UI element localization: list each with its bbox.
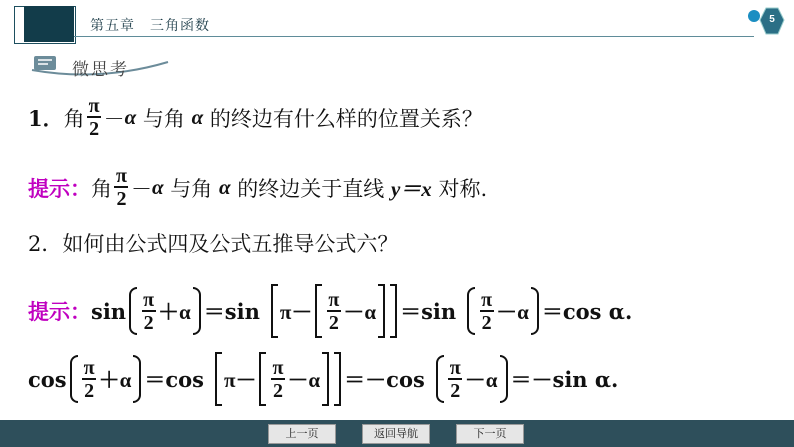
- fraction-pi-over-2: $\frac{\pi}{2}$: [88, 95, 100, 140]
- question-1: 1． 角 $\frac{\pi}{2}$ － α 与角 α 的终边有什么样的位置关系？: [28, 95, 483, 140]
- bracket-group: π－ $\frac{\pi}{2}$ －α: [271, 284, 397, 338]
- page-number: 5: [769, 14, 775, 25]
- next-page-button[interactable]: 下一页: [456, 424, 524, 444]
- hint-label: 提示：: [28, 176, 91, 201]
- header-block: [24, 6, 74, 42]
- question-2: 2．如何由公式四及公式五推导公式六？: [28, 232, 399, 256]
- question-number: 1．: [28, 105, 64, 131]
- answer-2: 提示： sin $\frac{\pi}{2}$ ＋α ＝sin π－ $\frac{\pi}{2}$ －α ＝sin $\frac{\pi}{2}$ －α ＝cos α.: [28, 284, 632, 338]
- q1-text-pre: 角: [63, 106, 85, 131]
- fraction-pi-over-2: $\frac{\pi}{2}$: [116, 165, 127, 210]
- paren-group: $\frac{\pi}{2}$ －α: [467, 287, 539, 335]
- section-label: 微思考: [72, 60, 129, 80]
- header-rule: [74, 36, 754, 37]
- return-nav-button[interactable]: 返回导航: [362, 424, 430, 444]
- hint-label: 提示：: [28, 300, 91, 324]
- bracket-group: π－ $\frac{\pi}{2}$ －α: [215, 352, 341, 406]
- paren-group: $\frac{\pi}{2}$ ＋α: [129, 287, 201, 335]
- answer-1: 提示： 角 $\frac{\pi}{2}$ － α 与角 α 的终边关于直线 y＝x 对称.: [28, 165, 488, 210]
- prev-page-button[interactable]: 上一页: [268, 424, 336, 444]
- answer-3: cos $\frac{\pi}{2}$ ＋α ＝cos π－ $\frac{\pi}{2}$ －α ＝－cos $\frac{\pi}{2}$ －α ＝－sin α.: [28, 352, 618, 406]
- paren-group: $\frac{\pi}{2}$ －α: [436, 355, 508, 403]
- paren-group: $\frac{\pi}{2}$ ＋α: [70, 355, 142, 403]
- chapter-title: 第五章 三角函数: [90, 17, 210, 33]
